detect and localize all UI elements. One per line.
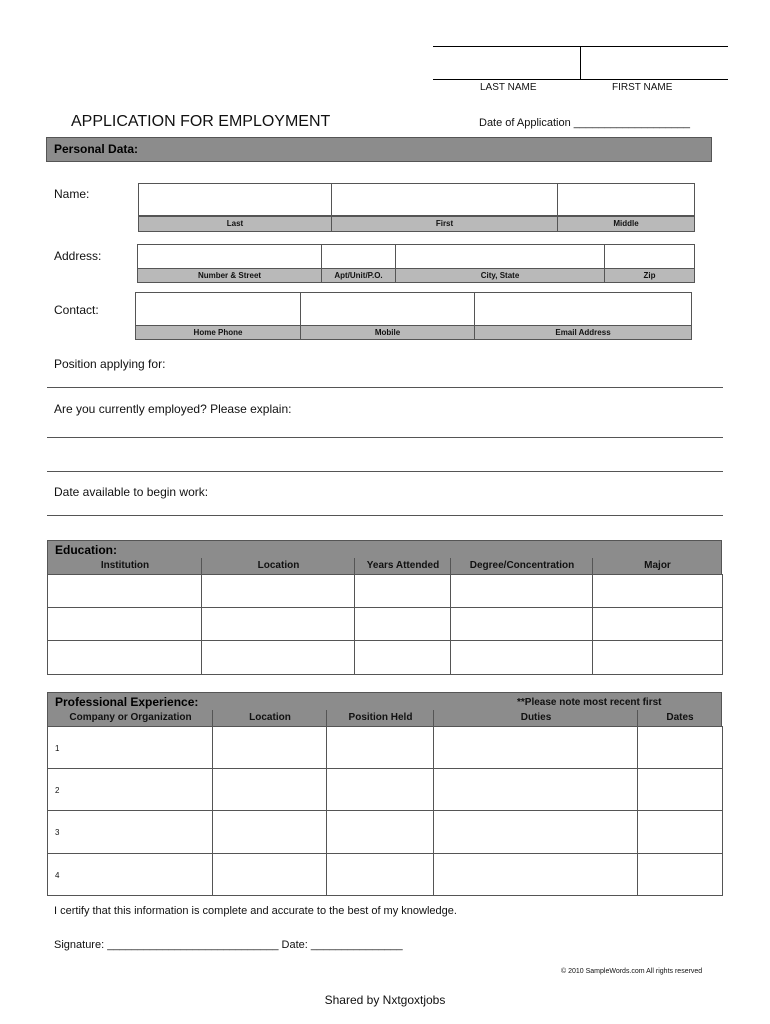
date-of-application[interactable]: Date of Application ___________________ bbox=[479, 117, 691, 129]
name-sublabel-first: First bbox=[332, 217, 558, 231]
experience-cell[interactable] bbox=[433, 726, 638, 769]
experience-cell[interactable] bbox=[47, 726, 213, 769]
experience-cell[interactable] bbox=[47, 768, 213, 811]
employed-label: Are you currently employed? Please explain: bbox=[54, 402, 292, 416]
experience-cell[interactable] bbox=[47, 810, 213, 854]
employed-answer-line-1[interactable] bbox=[47, 437, 723, 438]
experience-cell[interactable] bbox=[433, 810, 638, 854]
education-cell[interactable] bbox=[592, 574, 723, 608]
edu-col-years: Years Attended bbox=[366, 560, 440, 571]
name-box-first[interactable] bbox=[331, 183, 558, 216]
experience-note: **Please note most recent first bbox=[517, 697, 662, 708]
exp-col-duties: Duties bbox=[520, 712, 552, 723]
available-label: Date available to begin work: bbox=[54, 485, 209, 499]
signature-line[interactable]: Signature: ____________________________ Date: _______________ bbox=[54, 939, 403, 951]
education-cell[interactable] bbox=[201, 640, 355, 675]
address-label: Address: bbox=[54, 249, 102, 263]
edu-header-divider-1 bbox=[201, 558, 202, 574]
exp-col-position: Position Held bbox=[348, 712, 413, 723]
education-cell[interactable] bbox=[354, 574, 451, 608]
education-heading: Education: bbox=[55, 543, 117, 557]
edu-col-institution: Institution bbox=[100, 560, 150, 571]
experience-heading: Professional Experience: bbox=[55, 695, 199, 709]
edu-header-divider-3 bbox=[450, 558, 451, 574]
address-sublabel-city: City, State bbox=[396, 269, 605, 282]
contact-box-home-phone[interactable] bbox=[135, 292, 301, 326]
edu-col-location: Location bbox=[257, 560, 300, 571]
contact-sublabel-home-phone: Home Phone bbox=[136, 326, 301, 339]
experience-row-number: 1 bbox=[55, 744, 60, 753]
name-label: Name: bbox=[54, 187, 90, 201]
education-cell[interactable] bbox=[450, 640, 593, 675]
experience-cell[interactable] bbox=[433, 853, 638, 896]
edu-col-major: Major bbox=[644, 560, 671, 571]
name-box-middle[interactable] bbox=[557, 183, 695, 216]
page-title: APPLICATION FOR EMPLOYMENT bbox=[71, 113, 331, 130]
employed-answer-line-2[interactable] bbox=[47, 471, 723, 472]
experience-cell[interactable] bbox=[637, 726, 723, 769]
experience-cell[interactable] bbox=[637, 853, 723, 896]
name-box-last[interactable] bbox=[138, 183, 332, 216]
education-cell[interactable] bbox=[47, 640, 202, 675]
exp-header-divider-1 bbox=[212, 710, 213, 726]
copyright-text: © 2010 SampleWords.com All rights reserved bbox=[561, 968, 703, 975]
edu-col-degree: Degree/Concentration bbox=[469, 560, 575, 571]
experience-cell[interactable] bbox=[212, 768, 327, 811]
contact-box-mobile[interactable] bbox=[300, 292, 475, 326]
available-answer-line[interactable] bbox=[47, 515, 723, 516]
address-sublabels bbox=[137, 268, 695, 283]
education-cell[interactable] bbox=[450, 607, 593, 641]
shared-by-text: Shared by Nxtgoxtjobs bbox=[324, 993, 446, 1007]
name-header-divider bbox=[580, 46, 581, 80]
first-name-label: FIRST NAME bbox=[612, 82, 673, 93]
name-sublabels bbox=[138, 216, 695, 232]
exp-col-location: Location bbox=[249, 712, 291, 723]
experience-cell[interactable] bbox=[212, 810, 327, 854]
experience-cell[interactable] bbox=[433, 768, 638, 811]
personal-data-header bbox=[46, 137, 712, 162]
education-header bbox=[47, 540, 722, 574]
position-answer-line[interactable] bbox=[47, 387, 723, 388]
experience-cell[interactable] bbox=[212, 726, 327, 769]
exp-col-dates: Dates bbox=[666, 712, 694, 723]
contact-label: Contact: bbox=[54, 303, 99, 317]
education-cell[interactable] bbox=[354, 607, 451, 641]
address-box-zip[interactable] bbox=[604, 244, 695, 269]
edu-header-divider-4 bbox=[592, 558, 593, 574]
education-cell[interactable] bbox=[47, 574, 202, 608]
experience-cell[interactable] bbox=[637, 810, 723, 854]
education-cell[interactable] bbox=[592, 640, 723, 675]
address-sublabel-street: Number & Street bbox=[138, 269, 322, 282]
exp-header-divider-4 bbox=[637, 710, 638, 726]
contact-sublabel-mobile: Mobile bbox=[301, 326, 475, 339]
education-cell[interactable] bbox=[201, 607, 355, 641]
education-cell[interactable] bbox=[450, 574, 593, 608]
experience-cell[interactable] bbox=[637, 768, 723, 811]
experience-cell[interactable] bbox=[326, 726, 434, 769]
personal-data-heading: Personal Data: bbox=[54, 142, 139, 156]
education-cell[interactable] bbox=[592, 607, 723, 641]
certify-statement: I certify that this information is complete and accurate to the best of my knowledge. bbox=[54, 905, 457, 917]
address-sublabel-zip: Zip bbox=[643, 271, 656, 280]
address-box-apt[interactable] bbox=[321, 244, 396, 269]
experience-cell[interactable] bbox=[212, 853, 327, 896]
address-box-street[interactable] bbox=[137, 244, 322, 269]
name-sublabel-last: Last bbox=[139, 217, 332, 231]
address-box-city[interactable] bbox=[395, 244, 605, 269]
education-cell[interactable] bbox=[47, 607, 202, 641]
last-name-label: LAST NAME bbox=[480, 82, 537, 93]
exp-header-divider-3 bbox=[433, 710, 434, 726]
experience-row-number: 2 bbox=[55, 786, 60, 795]
education-cell[interactable] bbox=[201, 574, 355, 608]
experience-row-number: 4 bbox=[55, 871, 60, 880]
experience-cell[interactable] bbox=[326, 853, 434, 896]
contact-sublabels bbox=[135, 325, 692, 340]
experience-cell[interactable] bbox=[47, 853, 213, 896]
exp-col-company: Company or Organization bbox=[69, 712, 192, 723]
exp-header-divider-2 bbox=[326, 710, 327, 726]
experience-cell[interactable] bbox=[326, 810, 434, 854]
contact-box-email[interactable] bbox=[474, 292, 692, 326]
experience-row-number: 3 bbox=[55, 828, 60, 837]
name-sublabel-middle: Middle bbox=[613, 219, 639, 228]
education-cell[interactable] bbox=[354, 640, 451, 675]
edu-header-divider-2 bbox=[354, 558, 355, 574]
contact-sublabel-email: Email Address bbox=[555, 328, 611, 337]
experience-cell[interactable] bbox=[326, 768, 434, 811]
position-label: Position applying for: bbox=[54, 357, 166, 371]
name-header-bottom-line bbox=[433, 79, 728, 80]
address-sublabel-apt: Apt/Unit/P.O. bbox=[322, 269, 396, 282]
experience-header bbox=[47, 692, 722, 726]
